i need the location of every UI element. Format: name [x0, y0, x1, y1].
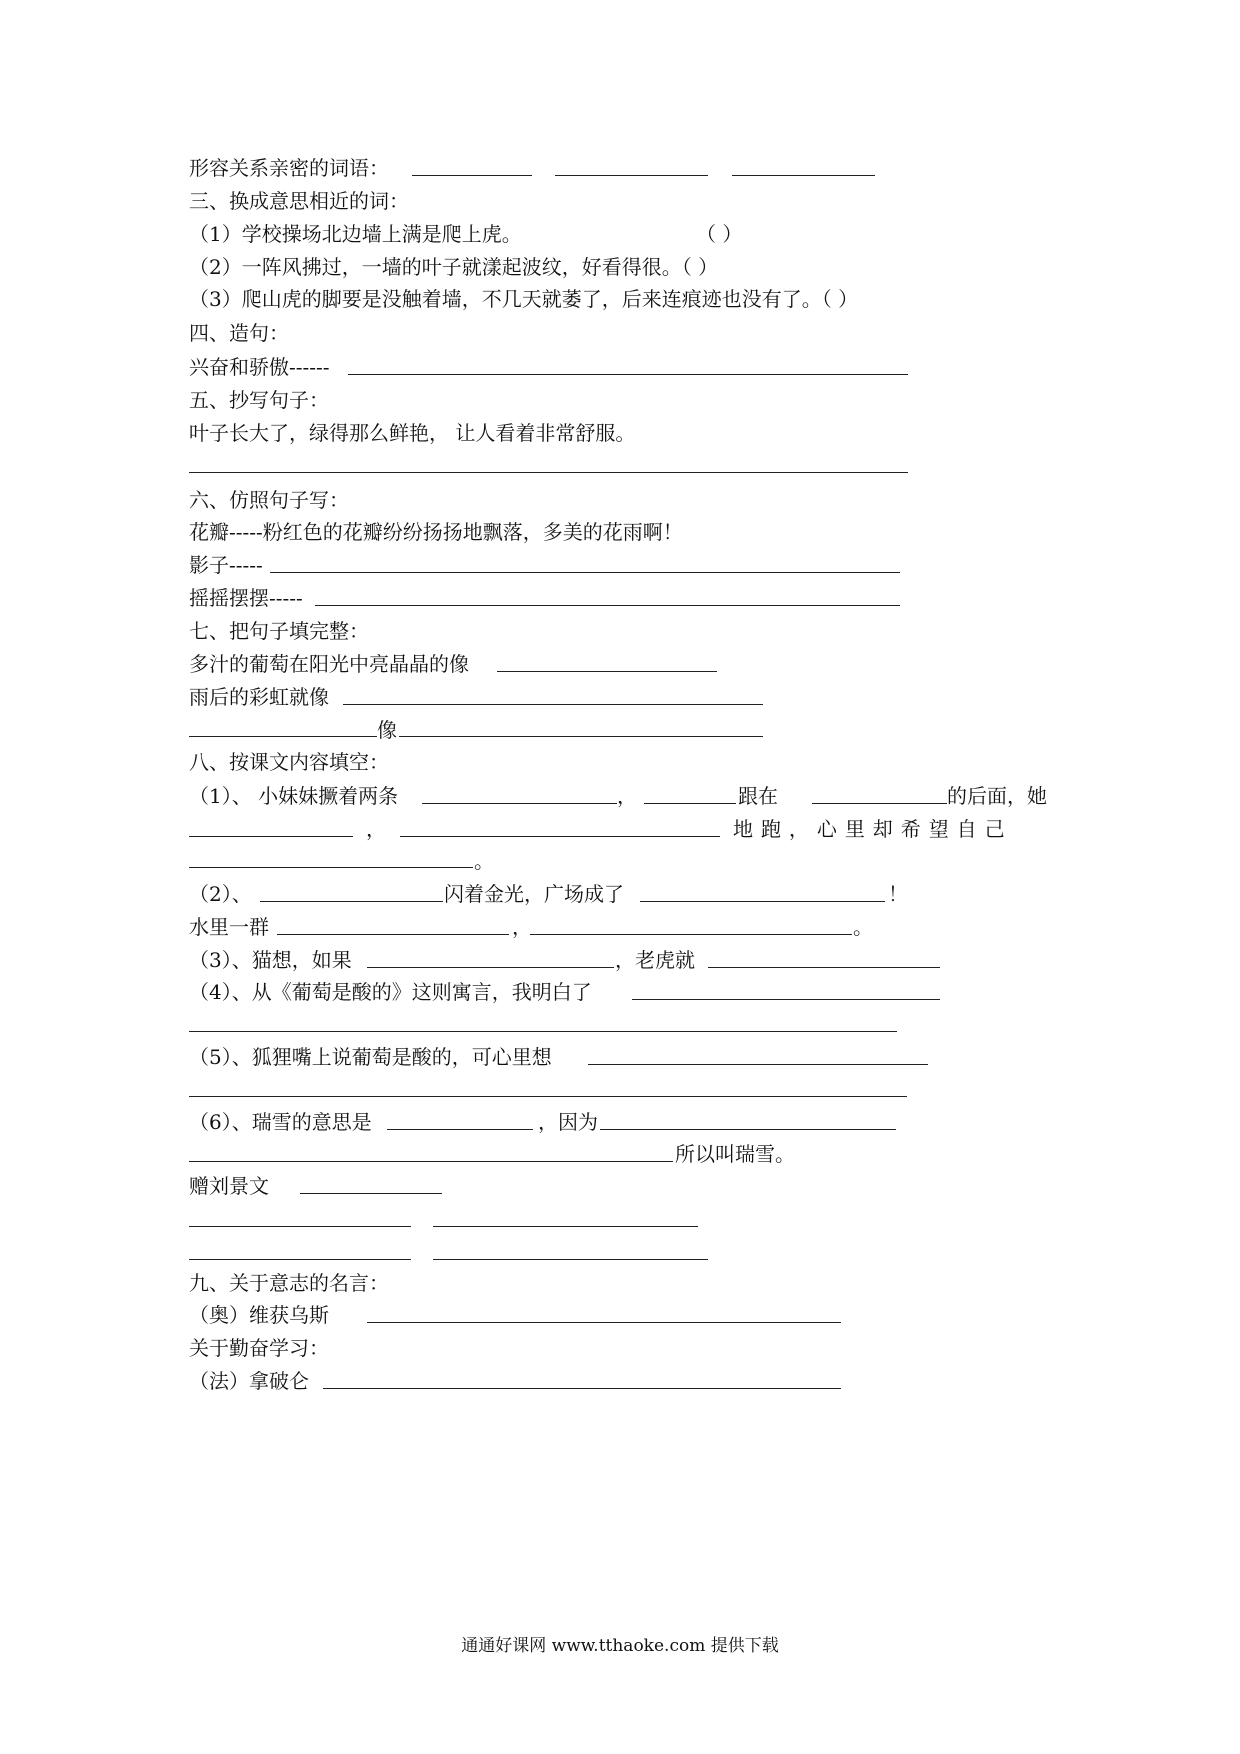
section-3-answer-parens[interactable]: （ ） — [696, 222, 743, 246]
answer-blank[interactable] — [189, 736, 377, 737]
answer-blank[interactable] — [530, 934, 852, 935]
answer-blank[interactable] — [422, 803, 617, 804]
answer-blank[interactable] — [555, 175, 708, 176]
answer-blank[interactable] — [400, 836, 720, 837]
section-8-q6-because: ，因为 — [538, 1110, 598, 1134]
section-8-q2-start: （2）、 — [189, 882, 252, 906]
poem-line-blank[interactable] — [433, 1226, 698, 1227]
section-8-q1-start: （1）、 小妹妹撅着两条 — [189, 784, 399, 808]
section-9-author-1: （奥）维获乌斯 — [189, 1303, 329, 1327]
answer-blank[interactable] — [367, 967, 614, 968]
section-7-question-3-like: 像 — [377, 718, 397, 742]
answer-blank[interactable] — [732, 175, 875, 176]
answer-blank[interactable] — [632, 999, 940, 1000]
section-8-q2-water: 水里一群 — [189, 915, 269, 939]
answer-blank[interactable] — [812, 803, 947, 804]
section-6-example: 花瓣-----粉红色的花瓣纷纷扬扬地飘落，多美的花雨啊！ — [189, 520, 683, 544]
close-relation-prompt: 形容关系亲密的词语： — [189, 156, 389, 180]
poem-line-blank[interactable] — [189, 1259, 411, 1260]
section-8-q6-start: （6）、瑞雪的意思是 — [189, 1110, 372, 1134]
section-9-author-2: （法）拿破仑 — [189, 1369, 309, 1393]
answer-blank[interactable] — [270, 572, 900, 573]
answer-blank[interactable] — [323, 1388, 841, 1389]
section-8-q1-comma-2: ， — [366, 817, 386, 841]
section-6-prompt-2: 摇摇摆摆----- — [189, 586, 303, 610]
section-4-prompt: 兴奋和骄傲------ — [189, 355, 330, 379]
poem-title: 赠刘景文 — [189, 1174, 269, 1198]
answer-blank[interactable] — [640, 901, 885, 902]
answer-blank[interactable] — [497, 671, 717, 672]
answer-blank[interactable] — [189, 1161, 673, 1162]
section-8-q4: （4）、从《葡萄是酸的》这则寓言，我明白了 — [189, 980, 592, 1004]
section-5-sentence: 叶子长大了，绿得那么鲜艳， 让人看着非常舒服。 — [189, 421, 636, 445]
answer-blank[interactable] — [189, 867, 473, 868]
section-3-title: 三、换成意思相近的词： — [189, 189, 409, 213]
answer-blank[interactable] — [399, 736, 763, 737]
section-3-question-1: （1）学校操场北边墙上满是爬上虎。 — [189, 222, 522, 246]
section-8-q1-end: 。 — [474, 849, 494, 873]
section-3-question-3: （3）爬山虎的脚要是没触着墙，不几天就萎了，后来连痕迹也没有了。（ ） — [189, 287, 859, 311]
answer-blank[interactable] — [644, 803, 736, 804]
section-8-q1-follow: 跟在 — [738, 784, 778, 808]
section-6-prompt-1: 影子----- — [189, 553, 263, 577]
answer-blank[interactable] — [260, 901, 443, 902]
answer-blank[interactable] — [367, 1322, 841, 1323]
section-8-q3-start: （3）、猫想，如果 — [189, 948, 352, 972]
section-8-q1-comma: ， — [617, 784, 637, 808]
answer-blank[interactable] — [600, 1129, 896, 1130]
section-7-question-2: 雨后的彩虹就像 — [189, 685, 329, 709]
footer-credit: 通通好课网 www.tthaoke.com 提供下载 — [461, 1636, 779, 1656]
section-8-q5: （5）、狐狸嘴上说葡萄是酸的，可心里想 — [189, 1045, 552, 1069]
answer-blank[interactable] — [348, 374, 908, 375]
answer-blank[interactable] — [315, 605, 900, 606]
section-8-title: 八、按课文内容填空： — [189, 750, 389, 774]
section-8-q3-tiger: ，老虎就 — [615, 948, 695, 972]
poem-line-blank[interactable] — [189, 1226, 411, 1227]
answer-blank[interactable] — [708, 967, 940, 968]
section-8-q1-behind: 的后面，她 — [947, 784, 1047, 808]
section-8-q1-running: 地 跑 ， 心 里 却 希 望 自 己 — [733, 817, 1006, 841]
section-5-title: 五、抄写句子： — [189, 388, 329, 412]
answer-blank[interactable] — [189, 836, 353, 837]
answer-blank[interactable] — [412, 175, 532, 176]
section-8-q2-period: 。 — [853, 915, 873, 939]
section-6-title: 六、仿照句子写： — [189, 488, 349, 512]
answer-blank[interactable] — [343, 704, 763, 705]
section-8-q2-exclaim: ！ — [888, 882, 908, 906]
section-7-question-1: 多汁的葡萄在阳光中亮晶晶的像 — [189, 652, 469, 676]
poem-line-blank[interactable] — [433, 1259, 708, 1260]
section-3-question-2: （2）一阵风拂过，一墙的叶子就漾起波纹，好看得很。（ ） — [189, 255, 719, 279]
section-7-title: 七、把句子填完整： — [189, 619, 369, 643]
section-8-q2-mid: 闪着金光，广场成了 — [444, 882, 624, 906]
answer-blank[interactable] — [387, 1129, 533, 1130]
section-8-q2-comma: ， — [512, 915, 532, 939]
answer-blank[interactable] — [588, 1064, 928, 1065]
answer-line[interactable] — [189, 1031, 897, 1032]
answer-blank[interactable] — [300, 1193, 442, 1194]
answer-line[interactable] — [189, 1096, 907, 1097]
section-4-title: 四、造句： — [189, 321, 289, 345]
section-8-q6-end: 所以叫瑞雪。 — [675, 1142, 795, 1166]
answer-blank[interactable] — [277, 934, 509, 935]
section-9-title: 九、关于意志的名言： — [189, 1271, 389, 1295]
section-9-subtitle: 关于勤奋学习： — [189, 1336, 329, 1360]
copy-line[interactable] — [189, 472, 908, 473]
